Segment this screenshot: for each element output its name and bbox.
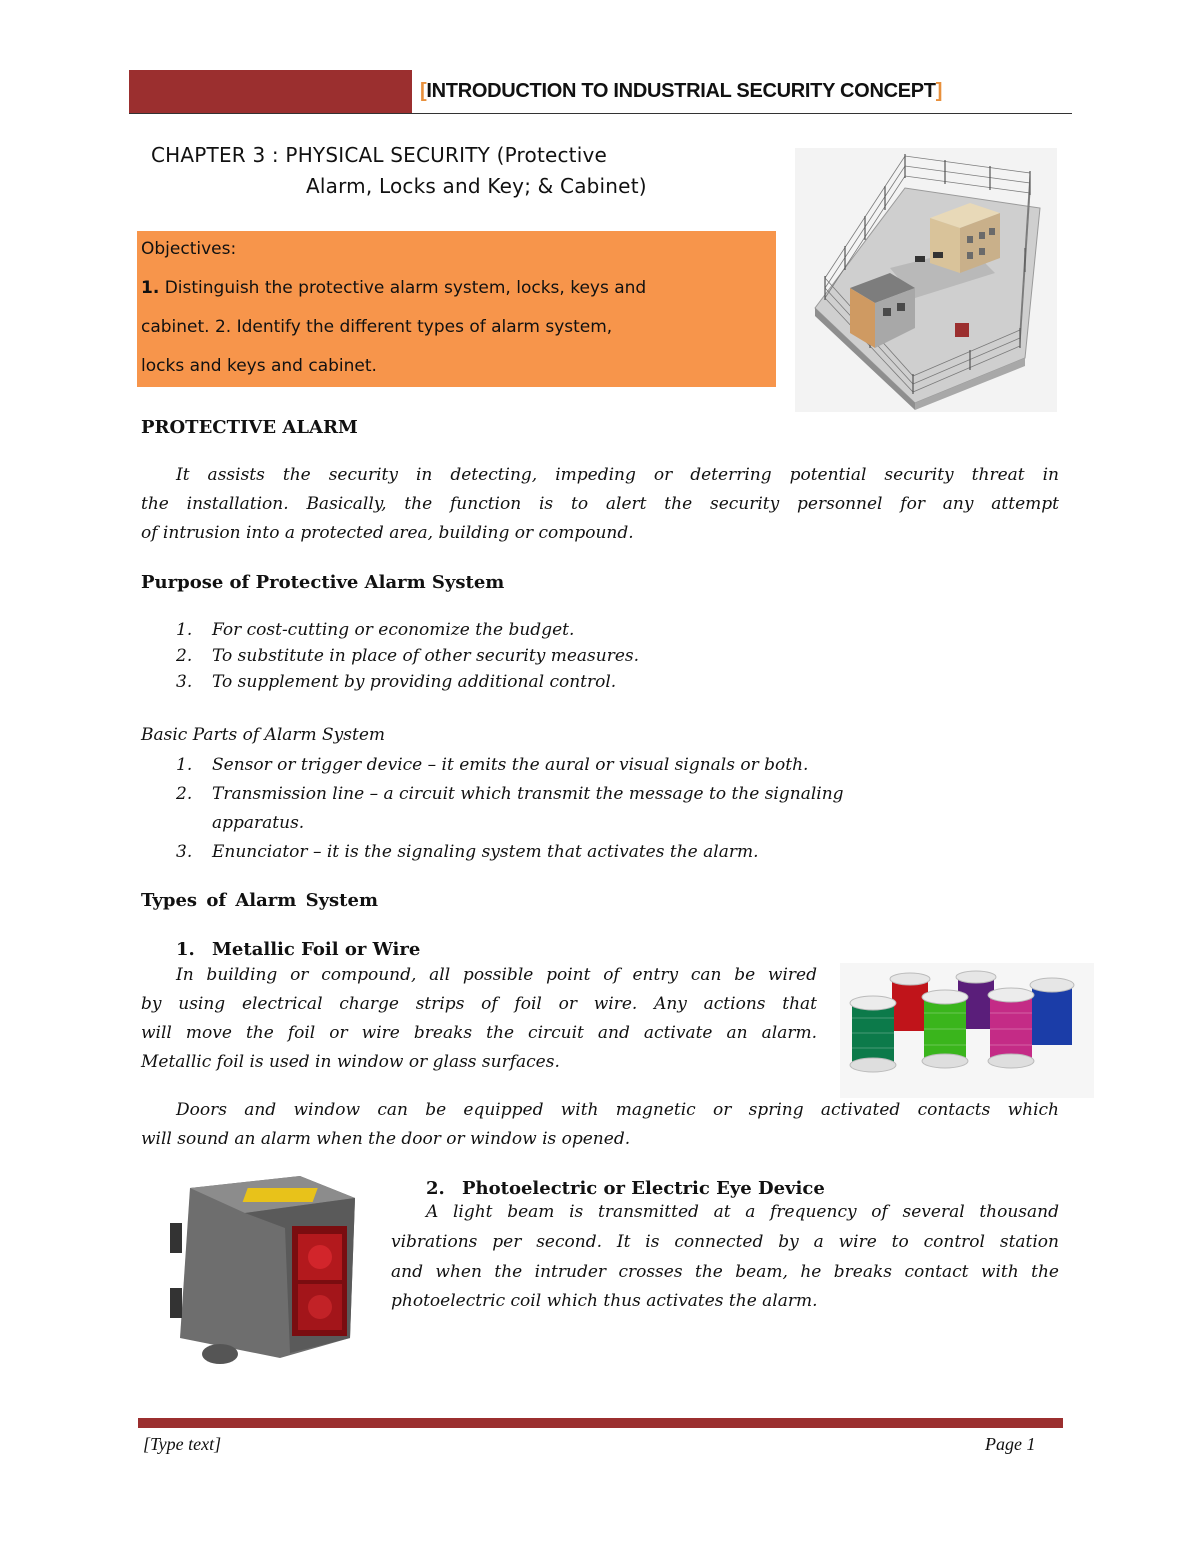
basic-parts-item-2: Transmission line – a circuit which transmit the message to the signaling — [212, 784, 844, 804]
purpose-num-2: 2. — [176, 646, 193, 666]
photo-line3: and when the intruder crosses the beam, he breaks contact with the — [391, 1262, 1059, 1282]
metallic-line4: Metallic foil is used in window or glass surfaces. — [141, 1052, 560, 1072]
basic-parts-num-2: 2. — [176, 784, 193, 804]
objectives-line2: cabinet. 2. Identify the different types of alarm system, — [141, 317, 613, 337]
purpose-num-3: 3. — [176, 672, 193, 692]
photo-line4: photoelectric coil which thus activates the alarm. — [391, 1291, 818, 1311]
doors-line1: Doors and window can be equipped with magnetic or spring activated contacts which — [176, 1100, 1059, 1120]
header-bracket-open: [ — [420, 80, 427, 102]
metallic-title: Metallic Foil or Wire — [212, 939, 421, 960]
purpose-item-3: To supplement by providing additional control. — [212, 672, 617, 692]
metallic-line3: will move the foil or wire breaks the circuit and activate an alarm. — [141, 1023, 817, 1043]
header-rule — [129, 113, 1072, 114]
protective-alarm-line2: the installation. Basically, the function is to alert the security personnel for any attempt — [141, 494, 1059, 514]
purpose-item-1: For cost-cutting or economize the budget. — [212, 620, 575, 640]
header-title — [420, 80, 942, 103]
basic-parts-item-1: Sensor or trigger device – it emits the aural or visual signals or both. — [212, 755, 809, 775]
photo-line1: A light beam is transmitted at a frequency of several thousand — [426, 1202, 1059, 1222]
objectives-label: Objectives: — [141, 239, 237, 259]
chapter-title-line1: CHAPTER 3 : PHYSICAL SECURITY (Protective — [151, 143, 608, 167]
header-title-text: INTRODUCTION TO INDUSTRIAL SECURITY CONCEPT — [426, 80, 936, 102]
header-accent-bar — [129, 70, 412, 113]
purpose-item-2: To substitute in place of other security measures. — [212, 646, 640, 666]
purpose-heading: Purpose of Protective Alarm System — [141, 572, 505, 593]
chapter-title-line2: Alarm, Locks and Key; & Cabinet) — [306, 174, 647, 198]
protective-alarm-heading: PROTECTIVE ALARM — [141, 417, 358, 438]
basic-parts-num-3: 3. — [176, 842, 193, 862]
photoelectric-sensor-photo — [160, 1168, 360, 1372]
objectives-line1: 1. Distinguish the protective alarm system, locks, keys and — [141, 278, 647, 298]
doors-line2: will sound an alarm when the door or window is opened. — [141, 1129, 631, 1149]
metallic-line1: In building or compound, all possible point of entry can be wired — [176, 965, 817, 985]
basic-parts-item-2-cont: apparatus. — [212, 813, 305, 833]
basic-parts-heading: Basic Parts of Alarm System — [141, 725, 386, 745]
types-heading: Types of Alarm System — [141, 890, 378, 911]
footer-page-number: Page 1 — [985, 1434, 1036, 1454]
objectives-line3: locks and keys and cabinet. — [141, 356, 377, 376]
header-bracket-close: ] — [935, 80, 943, 102]
footer-accent-bar — [138, 1418, 1063, 1428]
protective-alarm-line1: It assists the security in detecting, impeding or deterring potential security threat in — [176, 465, 1059, 485]
basic-parts-num-1: 1. — [176, 755, 193, 775]
purpose-num-1: 1. — [176, 620, 193, 640]
photo-title: Photoelectric or Electric Eye Device — [462, 1178, 825, 1199]
perimeter-fence-illustration — [795, 148, 1057, 412]
metallic-line2: by using electrical charge strips of foil or wire. Any actions that — [141, 994, 817, 1014]
photo-num: 2. — [426, 1178, 445, 1199]
basic-parts-item-3: Enunciator – it is the signaling system that activates the alarm. — [212, 842, 759, 862]
metallic-num: 1. — [176, 939, 195, 960]
protective-alarm-line3: of intrusion into a protected area, building or compound. — [141, 523, 634, 543]
wire-spools-photo — [840, 963, 1094, 1098]
photo-line2: vibrations per second. It is connected by a wire to control station — [391, 1232, 1059, 1252]
footer-left-text: [Type text] — [143, 1434, 222, 1454]
